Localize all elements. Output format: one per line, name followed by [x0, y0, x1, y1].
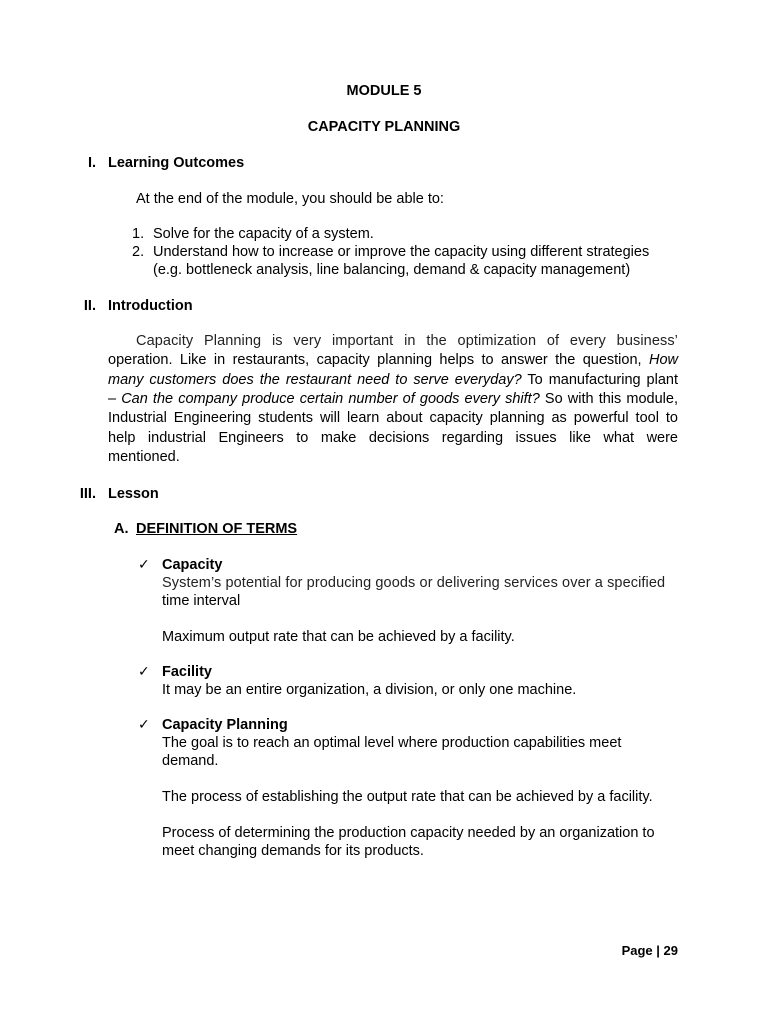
term-capacity-def-1-cont: time interval	[162, 593, 241, 609]
intro-line-3-text: To manufacturing plant	[527, 372, 679, 388]
term-capacity-planning-def-1-cont: demand.	[162, 753, 219, 769]
page-label: Page	[621, 943, 653, 958]
section-number-2: II.	[83, 298, 96, 314]
section-number-3: III.	[79, 486, 96, 502]
page-separator: |	[656, 943, 660, 958]
page-number: 29	[663, 943, 678, 958]
checkmark-icon: ✓	[138, 717, 150, 733]
term-capacity: Capacity	[162, 557, 223, 573]
section-title-introduction: Introduction	[108, 298, 193, 314]
term-facility: Facility	[162, 664, 212, 680]
term-capacity-planning-def-3: Process of determining the production capacity needed by an organization to	[162, 825, 655, 841]
subsection-title: DEFINITION OF TERMS	[136, 521, 298, 537]
subsection-label: A.	[114, 521, 129, 537]
outcome-number-2: 2.	[132, 244, 145, 260]
term-capacity-def-1: System’s potential for producing goods or delivering services over a specified	[162, 575, 666, 591]
outcome-text-2: Understand how to increase or improve the capacity using different strategies	[153, 244, 650, 260]
intro-line-2	[108, 351, 678, 370]
section-title-lesson: Lesson	[108, 486, 159, 502]
intro-line-3	[108, 371, 678, 390]
intro-line-7: mentioned.	[108, 449, 180, 465]
intro-line-4	[108, 390, 678, 409]
outcome-number-1: 1.	[132, 226, 145, 242]
term-facility-def-1: It may be an entire organization, a division, or only one machine.	[162, 682, 577, 698]
intro-line-4-text: So with this module,	[544, 391, 678, 407]
checkmark-icon: ✓	[138, 557, 150, 573]
term-capacity-def-2: Maximum output rate that can be achieved by a facility.	[162, 629, 515, 645]
intro-line-5: Industrial Engineering students will learn about capacity planning as powerful tool to	[108, 410, 678, 426]
page-number-footer	[622, 942, 678, 961]
module-title: MODULE 5	[346, 83, 422, 99]
intro-line-3-italic: many customers does the restaurant need to serve everyday?	[108, 372, 522, 388]
intro-line-6: help industrial Engineers to make decisions regarding issues like what were	[108, 430, 678, 446]
intro-line-1: Capacity Planning is very important in the optimization of every business’	[136, 333, 678, 349]
page-title: CAPACITY PLANNING	[307, 119, 461, 135]
term-capacity-planning-def-2: The process of establishing the output rate that can be achieved by a facility.	[162, 789, 653, 805]
outcome-text-2-cont: (e.g. bottleneck analysis, line balancing, demand & capacity management)	[153, 262, 631, 278]
outcome-text-1: Solve for the capacity of a system.	[153, 226, 374, 242]
term-capacity-planning: Capacity Planning	[162, 717, 288, 733]
section-number-1: I.	[87, 155, 96, 171]
section-title-learning-outcomes: Learning Outcomes	[108, 155, 245, 171]
checkmark-icon: ✓	[138, 664, 150, 680]
intro-line-2-text: operation. Like in restaurants, capacity planning helps to answer the question,	[108, 352, 642, 368]
intro-line-2-italic: How	[648, 352, 678, 368]
term-capacity-planning-def-1: The goal is to reach an optimal level where production capabilities meet	[162, 735, 622, 751]
term-capacity-planning-def-3-cont: meet changing demands for its products.	[162, 843, 424, 859]
outcomes-intro: At the end of the module, you should be able to:	[136, 191, 444, 207]
intro-line-4-italic: – Can the company produce certain number of goods every shift?	[108, 391, 540, 407]
